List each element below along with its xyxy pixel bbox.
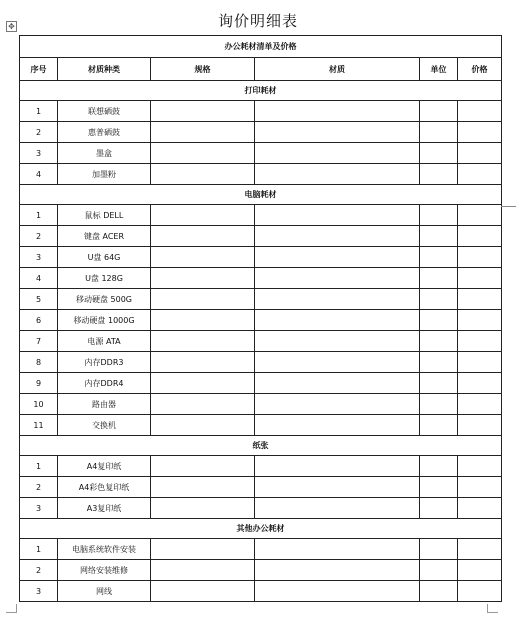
- row-unit-cell[interactable]: [420, 268, 458, 289]
- row-spec-cell[interactable]: [151, 352, 255, 373]
- row-number: 11: [20, 415, 58, 436]
- row-price-cell[interactable]: [458, 331, 502, 352]
- row-spec-cell[interactable]: [151, 394, 255, 415]
- header-material: 材质: [255, 58, 420, 81]
- row-material-cell[interactable]: [255, 352, 420, 373]
- row-material-cell[interactable]: [255, 122, 420, 143]
- row-spec-cell[interactable]: [151, 164, 255, 185]
- row-spec-cell[interactable]: [151, 310, 255, 331]
- row-number: 10: [20, 394, 58, 415]
- row-number: 3: [20, 498, 58, 519]
- row-number: 3: [20, 581, 58, 602]
- table-row: [20, 226, 502, 247]
- row-price-cell[interactable]: [458, 394, 502, 415]
- row-price-cell[interactable]: [458, 477, 502, 498]
- table-banner: 办公耗材清单及价格: [20, 36, 502, 58]
- row-material-cell[interactable]: [255, 456, 420, 477]
- row-price-cell[interactable]: [458, 205, 502, 226]
- row-spec-cell[interactable]: [151, 289, 255, 310]
- row-item: U盘 64G: [58, 247, 151, 268]
- row-item: 墨盒: [58, 143, 151, 164]
- row-material-cell[interactable]: [255, 164, 420, 185]
- section-row: [20, 436, 502, 456]
- table-row: [20, 268, 502, 289]
- row-item: 交换机: [58, 415, 151, 436]
- row-item: 电源 ATA: [58, 331, 151, 352]
- row-unit-cell[interactable]: [420, 122, 458, 143]
- header-unit: 单位: [420, 58, 458, 81]
- table-row: [20, 122, 502, 143]
- row-unit-cell[interactable]: [420, 560, 458, 581]
- row-spec-cell[interactable]: [151, 331, 255, 352]
- row-unit-cell[interactable]: [420, 143, 458, 164]
- price-inquiry-table: [19, 35, 502, 602]
- row-price-cell[interactable]: [458, 310, 502, 331]
- row-spec-cell[interactable]: [151, 560, 255, 581]
- row-price-cell[interactable]: [458, 247, 502, 268]
- row-spec-cell[interactable]: [151, 101, 255, 122]
- row-price-cell[interactable]: [458, 560, 502, 581]
- row-price-cell[interactable]: [458, 164, 502, 185]
- row-spec-cell[interactable]: [151, 498, 255, 519]
- row-number: 6: [20, 310, 58, 331]
- table-row: [20, 394, 502, 415]
- row-unit-cell[interactable]: [420, 289, 458, 310]
- row-item: 网络安装维修: [58, 560, 151, 581]
- table-row: [20, 247, 502, 268]
- row-spec-cell[interactable]: [151, 122, 255, 143]
- crop-mark-bottom-left: [6, 604, 17, 613]
- table-row: [20, 539, 502, 560]
- row-item: 加墨粉: [58, 164, 151, 185]
- row-number: 1: [20, 205, 58, 226]
- row-material-cell[interactable]: [255, 477, 420, 498]
- row-item: 键盘 ACER: [58, 226, 151, 247]
- row-number: 3: [20, 143, 58, 164]
- row-number: 2: [20, 122, 58, 143]
- row-item: 移动硬盘 1000G: [58, 310, 151, 331]
- row-price-cell[interactable]: [458, 581, 502, 602]
- row-material-cell[interactable]: [255, 373, 420, 394]
- row-spec-cell[interactable]: [151, 456, 255, 477]
- row-price-cell[interactable]: [458, 143, 502, 164]
- row-unit-cell[interactable]: [420, 352, 458, 373]
- row-item: U盘 128G: [58, 268, 151, 289]
- table-row: [20, 164, 502, 185]
- row-unit-cell[interactable]: [420, 415, 458, 436]
- row-unit-cell[interactable]: [420, 226, 458, 247]
- row-material-cell[interactable]: [255, 331, 420, 352]
- row-material-cell[interactable]: [255, 581, 420, 602]
- row-item: 移动硬盘 500G: [58, 289, 151, 310]
- row-unit-cell[interactable]: [420, 498, 458, 519]
- row-price-cell[interactable]: [458, 498, 502, 519]
- row-item: A4复印纸: [58, 456, 151, 477]
- row-item: 路由器: [58, 394, 151, 415]
- row-material-cell[interactable]: [255, 101, 420, 122]
- row-material-cell[interactable]: [255, 310, 420, 331]
- row-material-cell[interactable]: [255, 560, 420, 581]
- row-number: 4: [20, 164, 58, 185]
- row-spec-cell[interactable]: [151, 268, 255, 289]
- row-material-cell[interactable]: [255, 498, 420, 519]
- row-material-cell[interactable]: [255, 143, 420, 164]
- header-no: 序号: [20, 58, 58, 81]
- row-unit-cell[interactable]: [420, 394, 458, 415]
- table-row: [20, 143, 502, 164]
- table-row: [20, 289, 502, 310]
- header-item: 材质种类: [58, 58, 151, 81]
- row-spec-cell[interactable]: [151, 205, 255, 226]
- row-item: A4彩色复印纸: [58, 477, 151, 498]
- row-unit-cell[interactable]: [420, 101, 458, 122]
- row-number: 8: [20, 352, 58, 373]
- row-number: 5: [20, 289, 58, 310]
- row-item: 联想硒鼓: [58, 101, 151, 122]
- row-price-cell[interactable]: [458, 122, 502, 143]
- table-header-row: [20, 58, 502, 81]
- section-title: 电脑耗材: [20, 185, 502, 205]
- row-material-cell[interactable]: [255, 205, 420, 226]
- table-move-handle-icon[interactable]: ✥: [6, 21, 17, 32]
- row-unit-cell[interactable]: [420, 539, 458, 560]
- row-price-cell[interactable]: [458, 101, 502, 122]
- table-row: [20, 101, 502, 122]
- table-row: [20, 352, 502, 373]
- row-material-cell[interactable]: [255, 268, 420, 289]
- document-title: 询价明细表: [217, 12, 298, 30]
- table-row: [20, 477, 502, 498]
- row-item: 电脑系统软件安装: [58, 539, 151, 560]
- row-number: 2: [20, 560, 58, 581]
- row-item: 网线: [58, 581, 151, 602]
- row-unit-cell[interactable]: [420, 477, 458, 498]
- section-title: 纸张: [20, 436, 502, 456]
- row-material-cell[interactable]: [255, 247, 420, 268]
- table-banner-row: [20, 36, 502, 58]
- row-unit-cell[interactable]: [420, 205, 458, 226]
- table-row: [20, 331, 502, 352]
- row-spec-cell[interactable]: [151, 415, 255, 436]
- row-unit-cell[interactable]: [420, 456, 458, 477]
- row-material-cell[interactable]: [255, 226, 420, 247]
- table-row: [20, 560, 502, 581]
- row-price-cell[interactable]: [458, 415, 502, 436]
- row-number: 1: [20, 539, 58, 560]
- row-spec-cell[interactable]: [151, 477, 255, 498]
- row-material-cell[interactable]: [255, 394, 420, 415]
- row-spec-cell[interactable]: [151, 247, 255, 268]
- table-row: [20, 415, 502, 436]
- table-row: [20, 581, 502, 602]
- table-row: [20, 310, 502, 331]
- row-price-cell[interactable]: [458, 352, 502, 373]
- row-price-cell[interactable]: [458, 226, 502, 247]
- row-item: 内存DDR3: [58, 352, 151, 373]
- row-number: 2: [20, 226, 58, 247]
- table-row: [20, 373, 502, 394]
- row-price-cell[interactable]: [458, 268, 502, 289]
- section-row: [20, 519, 502, 539]
- row-number: 9: [20, 373, 58, 394]
- row-unit-cell[interactable]: [420, 164, 458, 185]
- margin-marker: [501, 206, 516, 207]
- table-row: [20, 498, 502, 519]
- row-material-cell[interactable]: [255, 289, 420, 310]
- section-title: 其他办公耗材: [20, 519, 502, 539]
- row-spec-cell[interactable]: [151, 539, 255, 560]
- row-item: 鼠标 DELL: [58, 205, 151, 226]
- row-material-cell[interactable]: [255, 539, 420, 560]
- row-item: 内存DDR4: [58, 373, 151, 394]
- row-material-cell[interactable]: [255, 415, 420, 436]
- row-item: 惠普硒鼓: [58, 122, 151, 143]
- section-row: [20, 185, 502, 205]
- row-price-cell[interactable]: [458, 373, 502, 394]
- row-price-cell[interactable]: [458, 456, 502, 477]
- table-row: [20, 205, 502, 226]
- header-spec: 规格: [151, 58, 255, 81]
- section-title: 打印耗材: [20, 81, 502, 101]
- row-number: 2: [20, 477, 58, 498]
- crop-mark-bottom-right: [487, 604, 498, 613]
- row-unit-cell[interactable]: [420, 247, 458, 268]
- row-unit-cell[interactable]: [420, 310, 458, 331]
- row-spec-cell[interactable]: [151, 226, 255, 247]
- row-price-cell[interactable]: [458, 539, 502, 560]
- row-number: 1: [20, 101, 58, 122]
- row-unit-cell[interactable]: [420, 331, 458, 352]
- row-number: 4: [20, 268, 58, 289]
- row-price-cell[interactable]: [458, 289, 502, 310]
- row-unit-cell[interactable]: [420, 373, 458, 394]
- section-row: [20, 81, 502, 101]
- row-spec-cell[interactable]: [151, 581, 255, 602]
- row-number: 3: [20, 247, 58, 268]
- row-spec-cell[interactable]: [151, 143, 255, 164]
- row-number: 1: [20, 456, 58, 477]
- header-price: 价格: [458, 58, 502, 81]
- row-item: A3复印纸: [58, 498, 151, 519]
- table-row: [20, 456, 502, 477]
- row-number: 7: [20, 331, 58, 352]
- row-spec-cell[interactable]: [151, 373, 255, 394]
- row-unit-cell[interactable]: [420, 581, 458, 602]
